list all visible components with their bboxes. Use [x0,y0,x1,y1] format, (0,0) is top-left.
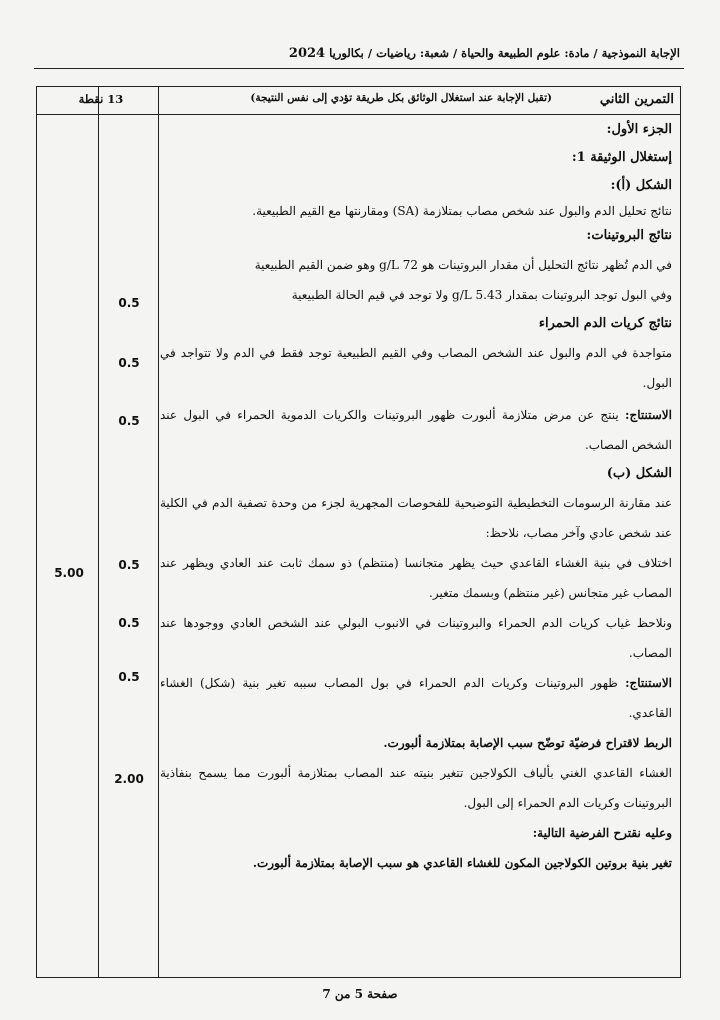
rbc-results-title: نتائج كريات الدم الحمراء [538,316,672,331]
document-title: إستغلال الوثيقة 1: [571,150,672,165]
observation-1: اختلاف في بنية الغشاء القاعدي حيث يظهر متجانسا (منتظم) ذو سمك ثابت عند العادي ويظهر عند المصاب غير متجانس (غير منتظم) وبسمك متغير. [160,556,672,600]
conclusion-b [160,668,672,728]
table-header-divider [36,114,681,115]
score-mark: 0.5 [118,356,140,370]
exercise-points [36,92,166,106]
page-header-year: 2024 [288,46,326,61]
link-title: الربط لاقتراح فرضيّة توضّح سبب الإصابة بمتلازمة ألبورت. [383,736,672,750]
conclusion-a-label: الاستنتاج: [625,408,672,422]
conclusion-b-label: الاستنتاج: [625,676,672,690]
page-header-text: الإجابة النموذجية / مادة: علوم الطبيعة والحياة / شعبة: رياضيات / بكالوريا [329,46,680,60]
conclusion-b-text: ظهور البروتينات وكريات الدم الحمراء في بول المصاب سببه تغير بنية (شكل) الغشاء القاعدي. [160,676,672,720]
protein-urine-result: وفي البول توجد البروتينات بمقدار 5.43 g/L ولا توجد في قيم الحالة الطبيعية [291,288,672,302]
figure-a-intro: نتائج تحليل الدم والبول عند شخص مصاب بمتلازمة (SA) ومقارنتها مع القيم الطبيعية. [252,204,672,218]
exercise-points-label: 13 نقطة [78,92,124,106]
hypothesis-title: وعليه نقترح الفرضية التالية: [532,826,672,840]
conclusion-a [160,400,672,460]
figure-a-title: الشكل (أ): [610,178,672,193]
rbc-results-text: متواجدة في الدم والبول عند الشخص المصاب وفي القيم الطبيعية توجد فقط في الدم ولا تتواجد في البول. [160,346,672,390]
score-mark: 0.5 [118,414,140,428]
page-header [40,46,680,61]
figure-b-intro: عند مقارنة الرسومات التخطيطية التوضيحية للفحوصات المجهرية لجزء من وحدة تصفية الدم في الكلية عند شخص عادي وآخر مصاب، نلاحظ: [160,496,672,540]
score-mark: 0.5 [118,616,140,630]
score-mark: 2.00 [114,772,144,786]
score-column-divider [158,86,159,978]
part-title: الجزء الأول: [606,122,672,137]
page-number: صفحة 5 من 7 [322,987,398,1001]
exercise-note: (تقبل الإجابة عند استغلال الوثائق بكل طريقة تؤدي إلى نفس النتيجة) [250,92,552,104]
protein-results-title: نتائج البروتينات: [586,228,672,243]
total-mark: 5.00 [54,566,84,580]
score-mark: 0.5 [118,296,140,310]
figure-b-title: الشكل (ب) [606,466,672,481]
conclusion-a-text: ينتج عن مرض متلازمة ألبورت ظهور البروتينات والكريات الدموية الحمراء في البول عند الشخص المصاب. [160,408,672,452]
exercise-title: التمرين الثاني [599,92,674,107]
answer-content [160,116,672,878]
score-mark: 0.5 [118,558,140,572]
hypothesis-text: تغير بنية بروتين الكولاجين المكون للغشاء القاعدي هو سبب الإصابة بمتلازمة ألبورت. [252,856,672,870]
link-text: الغشاء القاعدي الغني بألياف الكولاجين تتغير بنيته عند المصاب بمتلازمة ألبورت مما يسمح بنفاذية البروتينات وكريات الدم الحمراء إلى البول. [160,766,672,810]
observation-2: ونلاحظ غياب كريات الدم الحمراء والبروتينات في الانبوب البولي عند الشخص العادي ووجودها عند المصاب. [160,616,672,660]
header-rule [34,68,684,69]
score-mark: 0.5 [118,670,140,684]
total-column-divider [98,86,99,978]
protein-blood-result: في الدم تُظهر نتائج التحليل أن مقدار البروتينات هو 72 g/L وهو ضمن القيم الطبيعية [254,258,672,272]
